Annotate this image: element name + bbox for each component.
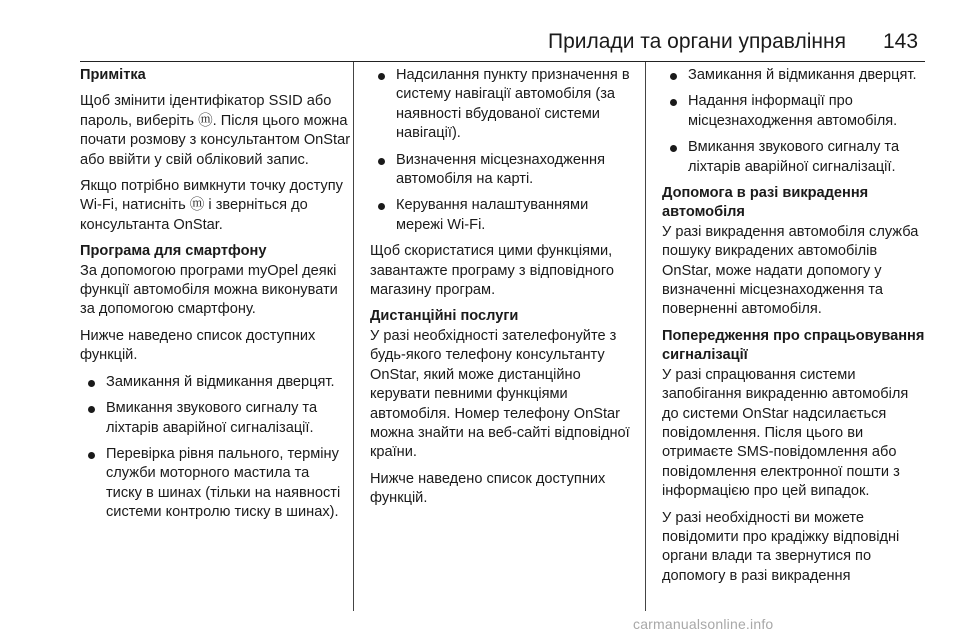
remote-services-paragraph: У разі необхідності зателефонуйте з будь-якого телефону консультанту OnStar, який може дистанційно керувати певними функціями автомобіля. Номер телефону OnStar можна знайти на веб-сайті відповідної країни. (370, 327, 630, 461)
list-intro: Нижче наведено список доступних функцій. (370, 470, 606, 507)
bullet-icon (88, 380, 95, 387)
header-rule (80, 61, 925, 62)
bullet-icon (378, 73, 385, 80)
download-paragraph: Щоб скористатися цими функціями, завантажте програму з відповідного магазину програм. (370, 243, 614, 299)
function-list (370, 66, 636, 235)
list-item: Замикання й відмикання дверцят. (80, 373, 344, 392)
page-number: 143 (883, 30, 919, 53)
bullet-icon (88, 452, 95, 459)
column-1 (80, 66, 351, 530)
function-list (662, 66, 928, 177)
list-item: Надсилання пункту призначення в систему навігації автомобіля (за наявності вбудованої системи навігації). (370, 66, 636, 144)
list-item: Надання інформації про місцезнаходження автомобіля. (662, 92, 928, 131)
list-item: Керування налаштуваннями мережі Wi-Fi. (370, 196, 636, 235)
bullet-icon (670, 145, 677, 152)
list-item: Визначення місцезнаходження автомобіля на карті. (370, 151, 636, 190)
list-intro: Нижче наведено список доступних функцій. (80, 327, 316, 364)
function-list (80, 373, 344, 523)
bullet-icon (378, 158, 385, 165)
page-title: Прилади та органи управління (548, 30, 846, 53)
column-divider (353, 62, 354, 611)
column-3 (662, 66, 928, 593)
alarm-notification-heading: Попередження про спрацьовування сигналізації (662, 327, 925, 364)
wifi-off-paragraph: Якщо потрібно вимкнути точку доступу Wi-Fi, натисніть ⓜ і зверніться до консультанта OnStar. (80, 178, 343, 233)
list-item: Вмикання звукового сигналу та ліхтарів аварійної сигналізації. (80, 399, 344, 438)
alarm-notification-paragraph: У разі спрацювання системи запобігання викраденню автомобіля до системи OnStar надсилається повідомлення. Після цього ви отримаєте SMS-повідомлення або повідомлення електронної пошти з інформацією про цей випадок. (662, 366, 909, 500)
list-item: Замикання й відмикання дверцят. (662, 66, 928, 85)
column-2 (370, 66, 636, 516)
theft-assistance-paragraph: У разі викрадення автомобіля служба пошуку викрадених автомобілів OnStar, може надати допомогу у визначенні місцезнаходження та поверненні автомобіля. (662, 223, 919, 318)
bullet-icon (88, 406, 95, 413)
app-paragraph: За допомогою програми myOpel деякі функції автомобіля можна виконувати за допомогою смартфону. (80, 262, 338, 318)
theft-report-paragraph: У разі необхідності ви можете повідомити про крадіжку відповідні органи влади та звернутися по допомогу в разі викрадення (662, 509, 900, 584)
list-item: Вмикання звукового сигналу та ліхтарів аварійної сигналізації. (662, 138, 928, 177)
note-title: Примітка (80, 67, 146, 83)
app-heading: Програма для смартфону (80, 243, 267, 260)
bullet-icon (378, 203, 385, 210)
watermark: carmanualsonline.info (633, 616, 774, 632)
bullet-icon (670, 99, 677, 106)
bullet-icon (670, 73, 677, 80)
theft-assistance-heading: Допомога в разі викрадення автомобіля (662, 185, 869, 221)
remote-services-heading: Дистанційні послуги (370, 308, 519, 325)
list-item: Перевірка рівня пального, терміну служби моторного мастила та тиску в шинах (тільки на наявності системи контролю тиску в шинах). (80, 445, 344, 523)
note-body: Щоб змінити ідентифікатор SSID або пароль, виберіть ⓜ. Після цього можна почати розмову з консультантом OnStar або ввійти у свій обліковий запис. (80, 93, 351, 168)
column-divider (645, 62, 646, 611)
